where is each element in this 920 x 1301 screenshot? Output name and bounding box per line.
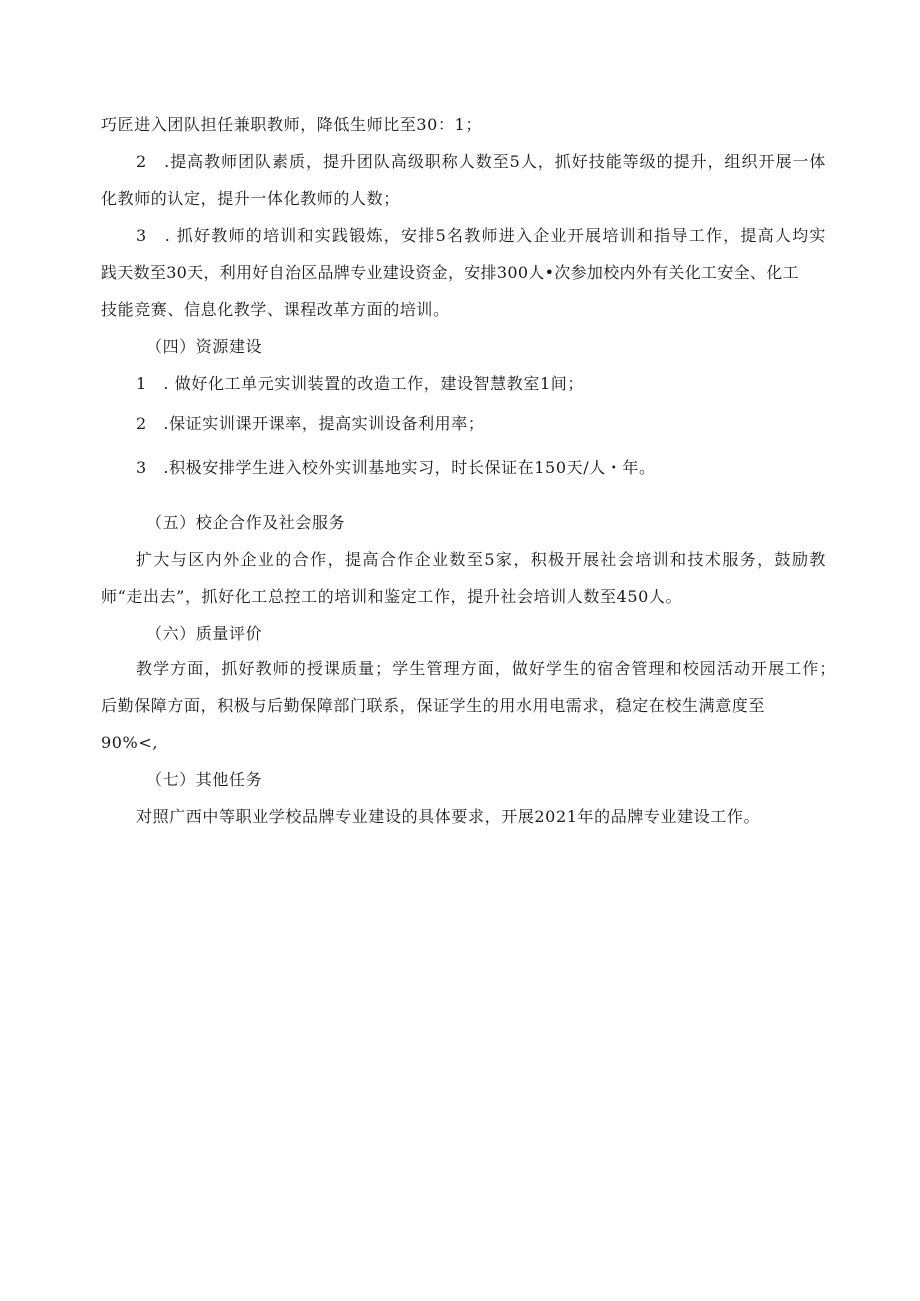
paragraph-line: 技能竞赛、信息化教学、课程改革方面的培训。 — [101, 300, 450, 319]
section-heading: （六）质量评价 — [146, 624, 263, 643]
paragraph-line: 后勤保障方面，积极与后勤保障部门联系，保证学生的用水用电需求，稳定在校生满意度至 — [101, 696, 766, 715]
section-heading: （五）校企合作及社会服务 — [146, 513, 346, 532]
paragraph-line: 90%<, — [101, 733, 159, 752]
section-heading: （四）资源建设 — [146, 337, 263, 356]
paragraph-line: 践天数至30天，利用好自治区品牌专业建设资金，安排300人•次参加校内外有关化工安全、化工 — [101, 263, 799, 282]
paragraph-line: 巧匠进入团队担任兼职教师，降低生师比至30：1； — [101, 115, 482, 134]
paragraph-line: 扩大与区内外企业的合作，提高合作企业数至5家，积极开展社会培训和技术服务，鼓励教 — [136, 550, 826, 569]
list-item-line: 3 .积极安排学生进入校外实训基地实习，时长保证在150天/人・年。 — [136, 458, 656, 477]
list-item-line: 2 .保证实训课开课率，提高实训设备利用率； — [136, 414, 485, 433]
paragraph-line: 师“走出去”，抓好化工总控工的培训和鉴定工作，提升社会培训人数至450人。 — [101, 587, 683, 606]
paragraph-line: 教学方面，抓好教师的授课质量；学生管理方面，做好学生的宿舍管理和校园活动开展工作； — [136, 659, 836, 678]
paragraph-line: 对照广西中等职业学校品牌专业建设的具体要求，开展2021年的品牌专业建设工作。 — [136, 807, 761, 826]
paragraph-line: 化教师的认定，提升一体化教师的人数； — [101, 189, 400, 208]
list-item-line: 3 . 抓好教师的培训和实践锻炼，安排5名教师进入企业开展培训和指导工作，提高人均实 — [136, 226, 826, 245]
list-item-line: 2 .提高教师团队素质，提升团队高级职称人数至5人，抓好技能等级的提升，组织开展一体 — [136, 152, 826, 171]
list-item-line: 1 . 做好化工单元实训装置的改造工作，建设智慧教室1间； — [136, 374, 584, 393]
section-heading: （七）其他任务 — [146, 770, 263, 789]
